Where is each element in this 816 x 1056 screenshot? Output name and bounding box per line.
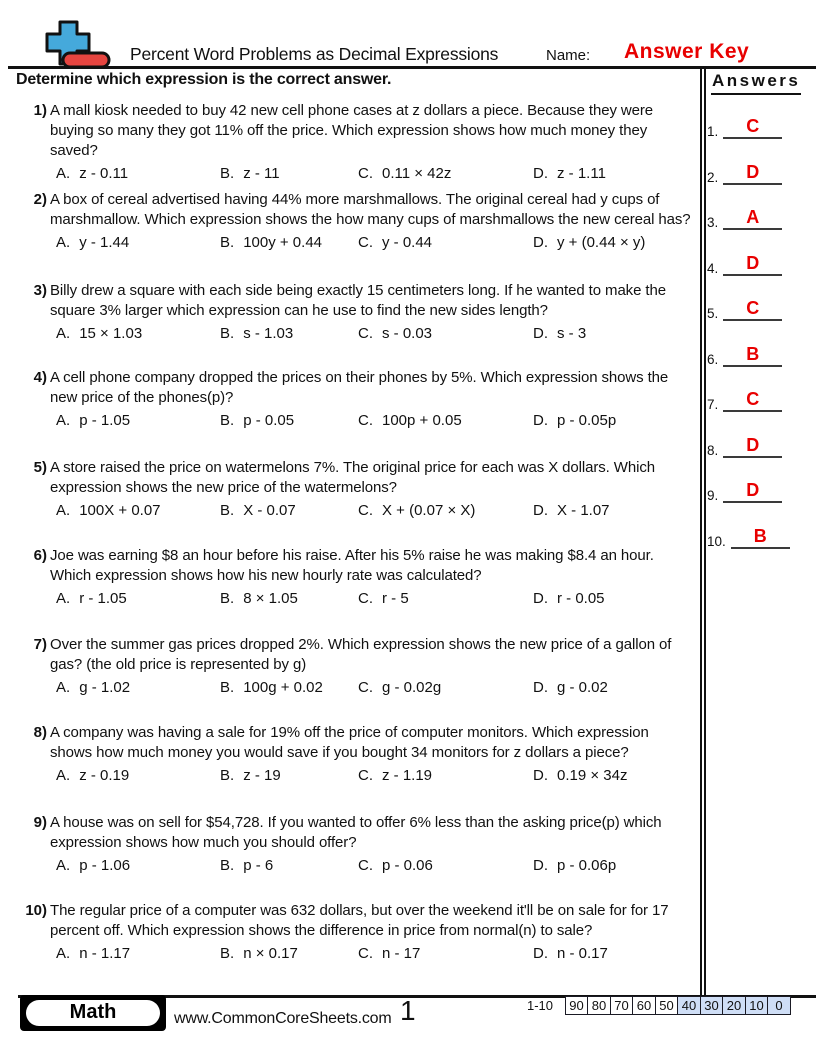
- option-expression: n - 0.17: [557, 945, 608, 962]
- answer-option: [358, 164, 533, 184]
- option-expression: p - 1.05: [79, 412, 131, 429]
- option-letter: B.: [220, 412, 235, 429]
- answer-blank-letter: D: [723, 434, 782, 458]
- name-value-answer-key: Answer Key: [624, 40, 750, 63]
- answer-key-item: [707, 479, 782, 503]
- answer-option: [533, 589, 605, 609]
- answer-option: [533, 501, 610, 521]
- question-item: [17, 281, 697, 344]
- name-label: Name:: [546, 47, 591, 64]
- question-text: Joe was earning $8 an hour before his raise. After his 5% raise he was making $8.4 an hour. Which expression shows how his new hourly rate was calculated?: [50, 547, 654, 584]
- question-number: 9): [33, 814, 47, 831]
- question-item: [17, 901, 697, 964]
- option-letter: B.: [220, 502, 235, 519]
- answer-option: [220, 678, 358, 698]
- option-letter: C.: [358, 412, 373, 429]
- option-letter: C.: [358, 945, 373, 962]
- answer-option: [220, 856, 358, 876]
- option-expression: 100y + 0.44: [243, 234, 323, 251]
- answer-number: 8.: [707, 442, 719, 458]
- option-letter: D.: [533, 679, 548, 696]
- answer-option: [220, 766, 358, 786]
- question-number: 1): [33, 102, 47, 119]
- answer-option: [533, 411, 616, 431]
- question-number: 5): [33, 459, 47, 476]
- option-letter: D.: [533, 325, 548, 342]
- answer-option: [533, 944, 608, 964]
- question-text: A company was having a sale for 19% off the price of computer monitors. Which expression shows how much money you would save if you bought 34 monitors for z dollars a piece?: [50, 724, 649, 761]
- option-letter: C.: [358, 165, 373, 182]
- answer-option: [56, 324, 220, 344]
- option-expression: z - 1.19: [382, 767, 433, 784]
- answer-key-item: [707, 252, 782, 276]
- question-text: A house was on sell for $54,728. If you wanted to offer 6% less than the asking price(p) which expression shows how much you should offer?: [50, 814, 662, 851]
- option-letter: D.: [533, 590, 548, 607]
- answer-number: 5.: [707, 306, 719, 321]
- answer-option: [358, 501, 533, 521]
- answer-number: 7.: [707, 397, 719, 412]
- answer-option: [220, 324, 358, 344]
- website-url: www.CommonCoreSheets.com: [174, 1010, 392, 1027]
- answer-option: [358, 589, 533, 609]
- question-item: [17, 368, 697, 431]
- option-letter: B.: [220, 234, 235, 251]
- question-options: [56, 501, 697, 521]
- answer-option: [56, 589, 220, 609]
- answer-option: [358, 856, 533, 876]
- question-text: A cell phone company dropped the prices on their phones by 5%. Which expression shows the new price of the phones(p)?: [50, 369, 669, 406]
- answer-key-item: [707, 161, 782, 185]
- answer-option: [220, 411, 358, 431]
- option-expression: s - 0.03: [382, 325, 433, 342]
- option-expression: 8 × 1.05: [243, 590, 298, 607]
- answer-key-item: [707, 388, 782, 412]
- answer-blank-letter: C: [723, 297, 782, 321]
- option-letter: B.: [220, 165, 235, 182]
- answer-option: [533, 164, 606, 184]
- answers-column-divider: [700, 69, 706, 996]
- answer-option: [358, 233, 533, 253]
- answer-key-item: [707, 206, 782, 230]
- option-expression: z - 0.11: [79, 165, 129, 182]
- answer-option: [220, 233, 358, 253]
- answer-number: 10.: [707, 533, 726, 549]
- answer-blank-letter: A: [723, 206, 782, 230]
- score-cell: 90: [565, 996, 589, 1015]
- answer-option: [56, 501, 220, 521]
- answer-number: 6.: [707, 351, 719, 367]
- question-options: [56, 324, 697, 344]
- option-letter: A.: [56, 857, 71, 874]
- option-expression: 15 × 1.03: [79, 325, 143, 342]
- option-expression: 0.19 × 34z: [557, 767, 628, 784]
- option-letter: B.: [220, 679, 235, 696]
- answers-panel-title: Answers: [711, 71, 801, 95]
- answer-key-item: [707, 343, 782, 367]
- question-number: 6): [33, 547, 47, 564]
- answer-blank-letter: D: [723, 479, 782, 503]
- question-options: [56, 856, 697, 876]
- option-letter: D.: [533, 857, 548, 874]
- answer-option: [533, 324, 586, 344]
- option-expression: 100X + 0.07: [79, 502, 161, 519]
- answer-option: [56, 766, 220, 786]
- question-options: [56, 233, 697, 253]
- option-expression: n × 0.17: [243, 945, 298, 962]
- option-expression: s - 1.03: [243, 325, 294, 342]
- answer-option: [56, 164, 220, 184]
- math-subject-badge: [20, 995, 166, 1031]
- score-cell: 10: [745, 996, 769, 1015]
- answer-option: [358, 944, 533, 964]
- answer-number: 2.: [707, 169, 719, 185]
- option-expression: p - 1.06: [79, 857, 131, 874]
- option-letter: D.: [533, 412, 548, 429]
- question-text: The regular price of a computer was 632 dollars, but over the weekend it'll be on sale for for 17 percent off. Which expression shows the difference in price from normal(n) to sale?: [50, 902, 669, 939]
- score-cell: 0: [767, 996, 791, 1015]
- answer-blank-letter: D: [723, 161, 782, 185]
- answer-key-item: [707, 525, 790, 549]
- option-expression: g - 1.02: [79, 679, 131, 696]
- plus-minus-logo-icon: [44, 18, 114, 70]
- question-text: A box of cereal advertised having 44% more marshmallows. The original cereal had y cups of marshmallow. Which expression shows the how many cups of marshmallows the new cereal has?: [50, 191, 691, 228]
- answer-option: [220, 501, 358, 521]
- option-expression: p - 0.06p: [557, 857, 617, 874]
- answer-option: [56, 233, 220, 253]
- answer-number: 9.: [707, 488, 719, 503]
- option-letter: C.: [358, 325, 373, 342]
- score-cell: 60: [632, 996, 656, 1015]
- score-cell: 20: [722, 996, 746, 1015]
- question-text: Over the summer gas prices dropped 2%. Which expression shows the new price of a gallon of gas? (the old price is represented by g): [50, 636, 672, 673]
- question-item: [17, 101, 697, 184]
- answer-key-item: [707, 297, 782, 321]
- answer-key-item: [707, 115, 782, 139]
- question-options: [56, 164, 697, 184]
- answer-option: [533, 856, 616, 876]
- option-letter: A.: [56, 945, 71, 962]
- answer-option: [220, 589, 358, 609]
- option-expression: y - 0.44: [382, 234, 433, 251]
- option-expression: z - 0.19: [79, 767, 130, 784]
- answer-option: [358, 411, 533, 431]
- option-expression: p - 0.06: [382, 857, 433, 874]
- option-letter: A.: [56, 234, 71, 251]
- option-expression: X + (0.07 × X): [382, 502, 476, 519]
- option-letter: A.: [56, 502, 71, 519]
- answer-blank-letter: B: [723, 343, 782, 367]
- question-options: [56, 411, 697, 431]
- answer-key-item: [707, 434, 782, 458]
- option-letter: B.: [220, 945, 235, 962]
- score-range-label: 1-10: [527, 998, 554, 1013]
- option-letter: A.: [56, 412, 71, 429]
- question-item: [17, 190, 697, 253]
- option-expression: r - 0.05: [557, 590, 605, 607]
- option-expression: X - 0.07: [243, 502, 296, 519]
- option-letter: C.: [358, 234, 373, 251]
- answer-option: [533, 233, 645, 253]
- page-title: Percent Word Problems as Decimal Expressions: [130, 44, 499, 64]
- option-expression: z - 11: [243, 165, 280, 182]
- option-letter: D.: [533, 234, 548, 251]
- instruction-text: Determine which expression is the correct answer.: [16, 71, 392, 88]
- option-expression: p - 0.05p: [557, 412, 617, 429]
- question-number: 10): [25, 902, 47, 919]
- option-letter: A.: [56, 590, 71, 607]
- option-letter: A.: [56, 679, 71, 696]
- answer-option: [56, 411, 220, 431]
- answer-number: 3.: [707, 215, 719, 230]
- question-item: [17, 813, 697, 876]
- score-cell: 80: [587, 996, 611, 1015]
- score-table: [566, 996, 791, 1015]
- option-letter: C.: [358, 857, 373, 874]
- option-expression: X - 1.07: [557, 502, 610, 519]
- option-expression: z - 19: [243, 767, 281, 784]
- answer-option: [533, 678, 608, 698]
- option-expression: y - 1.44: [79, 234, 130, 251]
- option-letter: A.: [56, 325, 71, 342]
- option-expression: n - 1.17: [79, 945, 131, 962]
- option-expression: p - 0.05: [243, 412, 295, 429]
- option-letter: A.: [56, 165, 71, 182]
- math-subject-label: Math: [26, 1000, 160, 1026]
- answer-blank-letter: B: [731, 525, 790, 549]
- question-options: [56, 766, 697, 786]
- option-expression: g - 0.02: [557, 679, 608, 696]
- question-number: 2): [33, 191, 47, 208]
- score-cell: 50: [655, 996, 679, 1015]
- option-expression: g - 0.02g: [382, 679, 442, 696]
- answer-option: [533, 766, 627, 786]
- option-expression: n - 17: [382, 945, 421, 962]
- answer-option: [56, 678, 220, 698]
- question-text: Billy drew a square with each side being exactly 15 centimeters long. If he wanted to make the square 3% larger which expression can he use to find the new sides length?: [50, 282, 666, 319]
- option-letter: C.: [358, 767, 373, 784]
- option-expression: r - 1.05: [79, 590, 127, 607]
- option-letter: B.: [220, 325, 235, 342]
- option-letter: B.: [220, 857, 235, 874]
- question-number: 4): [33, 369, 47, 386]
- option-expression: 100p + 0.05: [382, 412, 462, 429]
- answer-blank-letter: D: [723, 252, 782, 276]
- option-letter: D.: [533, 502, 548, 519]
- answer-option: [220, 164, 358, 184]
- option-letter: B.: [220, 590, 235, 607]
- option-expression: r - 5: [382, 590, 409, 607]
- header-divider: [8, 66, 816, 69]
- option-letter: C.: [358, 679, 373, 696]
- answer-blank-letter: C: [723, 115, 782, 139]
- question-options: [56, 678, 697, 698]
- score-cell: 70: [610, 996, 634, 1015]
- answer-blank-letter: C: [723, 388, 782, 412]
- option-expression: s - 3: [557, 325, 587, 342]
- page-number: 1: [400, 995, 416, 1026]
- option-expression: y + (0.44 × y): [557, 234, 646, 251]
- option-letter: D.: [533, 767, 548, 784]
- answer-option: [56, 856, 220, 876]
- option-expression: p - 6: [243, 857, 274, 874]
- question-item: [17, 635, 697, 698]
- answer-option: [358, 766, 533, 786]
- answer-option: [358, 324, 533, 344]
- option-letter: B.: [220, 767, 235, 784]
- question-number: 7): [33, 636, 47, 653]
- score-cell: 30: [700, 996, 724, 1015]
- option-letter: D.: [533, 165, 548, 182]
- answer-option: [56, 944, 220, 964]
- answer-number: 1.: [707, 124, 719, 139]
- answer-option: [220, 944, 358, 964]
- question-number: 8): [33, 724, 47, 741]
- question-options: [56, 589, 697, 609]
- answer-number: 4.: [707, 260, 719, 276]
- question-text: A mall kiosk needed to buy 42 new cell phone cases at z dollars a piece. Because they were buying so many they got 11% off the price. Which expression shows how much money they saved?: [50, 102, 654, 159]
- question-item: [17, 546, 697, 609]
- option-expression: 100g + 0.02: [243, 679, 323, 696]
- question-text: A store raised the price on watermelons 7%. The original price for each was X dollars. Which expression shows the new price of the watermelons?: [50, 459, 655, 496]
- option-letter: D.: [533, 945, 548, 962]
- option-expression: z - 1.11: [557, 165, 606, 182]
- question-number: 3): [33, 282, 47, 299]
- option-letter: C.: [358, 590, 373, 607]
- option-letter: A.: [56, 767, 71, 784]
- option-expression: 0.11 × 42z: [382, 165, 452, 182]
- score-cell: 40: [677, 996, 701, 1015]
- answer-option: [358, 678, 533, 698]
- question-options: [56, 944, 697, 964]
- question-item: [17, 723, 697, 786]
- question-item: [17, 458, 697, 521]
- option-letter: C.: [358, 502, 373, 519]
